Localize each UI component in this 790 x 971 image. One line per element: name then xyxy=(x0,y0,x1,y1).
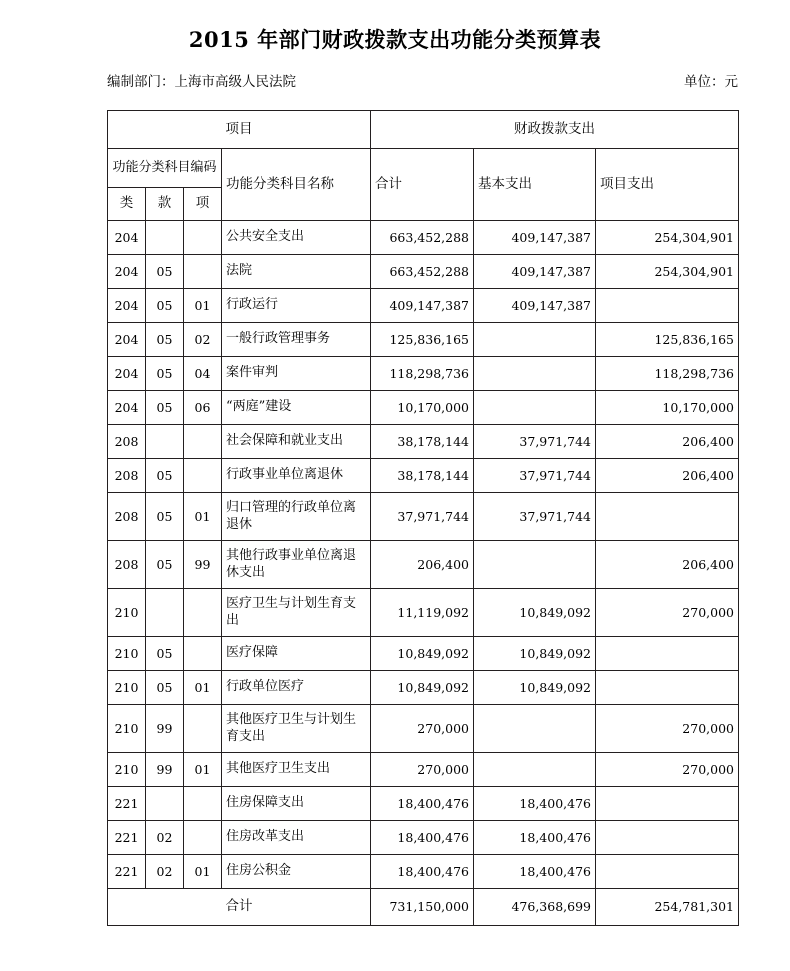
cell-code-kuan: 02 xyxy=(146,821,184,855)
cell-code-xiang xyxy=(184,637,222,671)
cell-subject-name: “两庭”建设 xyxy=(222,391,371,425)
table-row xyxy=(108,255,739,289)
cell-subject-name: 住房公积金 xyxy=(222,855,371,889)
cell-code-kuan: 99 xyxy=(146,705,184,753)
cell-basic-expenditure: 18,400,476 xyxy=(474,855,596,889)
cell-basic-expenditure: 409,147,387 xyxy=(474,221,596,255)
cell-total: 37,971,744 xyxy=(371,493,474,541)
cell-code-lei: 210 xyxy=(108,589,146,637)
cell-subject-name: 住房改革支出 xyxy=(222,821,371,855)
cell-subject-name: 医疗卫生与计划生育支出 xyxy=(222,589,371,637)
cell-code-xiang: 01 xyxy=(184,289,222,323)
table-row xyxy=(108,787,739,821)
cell-basic-expenditure: 10,849,092 xyxy=(474,589,596,637)
table-row xyxy=(108,821,739,855)
cell-basic-expenditure: 10,849,092 xyxy=(474,637,596,671)
table-row xyxy=(108,357,739,391)
cell-project-expenditure: 206,400 xyxy=(596,425,739,459)
cell-code-lei: 210 xyxy=(108,753,146,787)
cell-code-xiang: 02 xyxy=(184,323,222,357)
table-row xyxy=(108,493,739,541)
header-row-group xyxy=(108,111,739,149)
cell-code-xiang xyxy=(184,425,222,459)
table-head xyxy=(108,111,739,221)
table-row xyxy=(108,705,739,753)
cell-subject-name: 案件审判 xyxy=(222,357,371,391)
cell-project-expenditure xyxy=(596,787,739,821)
cell-code-lei: 221 xyxy=(108,787,146,821)
header-basic-expenditure: 基本支出 xyxy=(474,149,596,221)
cell-subject-name: 社会保障和就业支出 xyxy=(222,425,371,459)
cell-code-xiang: 01 xyxy=(184,753,222,787)
cell-code-lei: 208 xyxy=(108,493,146,541)
cell-total: 18,400,476 xyxy=(371,821,474,855)
cell-code-kuan: 05 xyxy=(146,357,184,391)
table-row xyxy=(108,289,739,323)
total-value: 731,150,000 xyxy=(371,889,474,926)
cell-project-expenditure: 206,400 xyxy=(596,459,739,493)
cell-code-kuan: 05 xyxy=(146,391,184,425)
cell-code-xiang: 99 xyxy=(184,541,222,589)
table-row xyxy=(108,855,739,889)
total-basic-value: 476,368,699 xyxy=(474,889,596,926)
cell-code-xiang xyxy=(184,255,222,289)
table-body xyxy=(108,221,739,926)
cell-project-expenditure: 10,170,000 xyxy=(596,391,739,425)
table-row xyxy=(108,425,739,459)
cell-subject-name: 医疗保障 xyxy=(222,637,371,671)
cell-code-lei: 210 xyxy=(108,705,146,753)
cell-total: 38,178,144 xyxy=(371,459,474,493)
cell-total: 10,849,092 xyxy=(371,671,474,705)
cell-total: 18,400,476 xyxy=(371,787,474,821)
cell-code-kuan: 05 xyxy=(146,289,184,323)
cell-basic-expenditure xyxy=(474,541,596,589)
cell-project-expenditure: 270,000 xyxy=(596,753,739,787)
cell-subject-name: 行政单位医疗 xyxy=(222,671,371,705)
cell-project-expenditure: 270,000 xyxy=(596,589,739,637)
cell-code-kuan xyxy=(146,589,184,637)
cell-project-expenditure xyxy=(596,821,739,855)
header-code-lei: 类 xyxy=(108,188,146,221)
cell-code-xiang: 06 xyxy=(184,391,222,425)
cell-project-expenditure xyxy=(596,671,739,705)
cell-basic-expenditure xyxy=(474,357,596,391)
header-total: 合计 xyxy=(371,149,474,221)
table-row xyxy=(108,221,739,255)
header-group-item: 项目 xyxy=(108,111,371,149)
cell-total: 206,400 xyxy=(371,541,474,589)
cell-code-kuan: 05 xyxy=(146,637,184,671)
table-row xyxy=(108,671,739,705)
table-row xyxy=(108,323,739,357)
page-title: 2015 年部门财政拨款支出功能分类预算表 xyxy=(188,27,602,52)
cell-total: 270,000 xyxy=(371,705,474,753)
cell-basic-expenditure: 409,147,387 xyxy=(474,289,596,323)
cell-project-expenditure xyxy=(596,637,739,671)
cell-total: 38,178,144 xyxy=(371,425,474,459)
cell-project-expenditure: 118,298,736 xyxy=(596,357,739,391)
cell-subject-name: 法院 xyxy=(222,255,371,289)
cell-code-xiang: 01 xyxy=(184,671,222,705)
total-label: 合计 xyxy=(108,889,371,926)
cell-code-xiang xyxy=(184,221,222,255)
cell-code-kuan: 99 xyxy=(146,753,184,787)
cell-code-lei: 204 xyxy=(108,323,146,357)
header-code-title: 功能分类科目编码 xyxy=(108,149,222,188)
cell-code-xiang: 01 xyxy=(184,855,222,889)
cell-code-lei: 204 xyxy=(108,391,146,425)
table-row xyxy=(108,459,739,493)
cell-project-expenditure xyxy=(596,493,739,541)
cell-basic-expenditure: 37,971,744 xyxy=(474,493,596,541)
cell-subject-name: 行政事业单位离退休 xyxy=(222,459,371,493)
cell-code-lei: 204 xyxy=(108,289,146,323)
cell-project-expenditure: 254,304,901 xyxy=(596,255,739,289)
cell-basic-expenditure: 37,971,744 xyxy=(474,459,596,493)
cell-code-kuan xyxy=(146,425,184,459)
cell-code-kuan: 05 xyxy=(146,459,184,493)
cell-code-lei: 204 xyxy=(108,221,146,255)
cell-subject-name: 归口管理的行政单位离退休 xyxy=(222,493,371,541)
cell-basic-expenditure xyxy=(474,753,596,787)
budget-table xyxy=(107,110,739,926)
cell-subject-name: 行政运行 xyxy=(222,289,371,323)
cell-basic-expenditure xyxy=(474,323,596,357)
table-total-row xyxy=(108,889,739,926)
department-label: 编制部门：上海市高级人民法院 xyxy=(107,74,296,90)
cell-code-lei: 210 xyxy=(108,671,146,705)
cell-code-kuan: 05 xyxy=(146,671,184,705)
cell-subject-name: 一般行政管理事务 xyxy=(222,323,371,357)
cell-project-expenditure: 254,304,901 xyxy=(596,221,739,255)
table-row xyxy=(108,589,739,637)
cell-total: 18,400,476 xyxy=(371,855,474,889)
cell-code-kuan: 05 xyxy=(146,541,184,589)
cell-code-xiang: 01 xyxy=(184,493,222,541)
cell-code-xiang xyxy=(184,459,222,493)
cell-total: 409,147,387 xyxy=(371,289,474,323)
cell-basic-expenditure: 18,400,476 xyxy=(474,787,596,821)
cell-code-xiang xyxy=(184,821,222,855)
cell-code-lei: 204 xyxy=(108,255,146,289)
cell-code-kuan xyxy=(146,787,184,821)
cell-basic-expenditure: 18,400,476 xyxy=(474,821,596,855)
cell-code-xiang xyxy=(184,705,222,753)
cell-subject-name: 其他医疗卫生支出 xyxy=(222,753,371,787)
cell-code-xiang: 04 xyxy=(184,357,222,391)
cell-project-expenditure: 270,000 xyxy=(596,705,739,753)
cell-total: 10,849,092 xyxy=(371,637,474,671)
cell-project-expenditure xyxy=(596,289,739,323)
cell-basic-expenditure xyxy=(474,391,596,425)
cell-basic-expenditure: 37,971,744 xyxy=(474,425,596,459)
unit-label: 单位：元 xyxy=(684,74,738,90)
cell-total: 118,298,736 xyxy=(371,357,474,391)
header-group-expenditure: 财政拨款支出 xyxy=(371,111,739,149)
cell-total: 11,119,092 xyxy=(371,589,474,637)
cell-subject-name: 其他行政事业单位离退休支出 xyxy=(222,541,371,589)
cell-basic-expenditure: 409,147,387 xyxy=(474,255,596,289)
cell-code-kuan: 05 xyxy=(146,323,184,357)
header-code-xiang: 项 xyxy=(184,188,222,221)
cell-project-expenditure: 125,836,165 xyxy=(596,323,739,357)
cell-code-xiang xyxy=(184,787,222,821)
header-project-expenditure: 项目支出 xyxy=(596,149,739,221)
cell-total: 663,452,288 xyxy=(371,221,474,255)
cell-code-kuan: 05 xyxy=(146,493,184,541)
total-project-value: 254,781,301 xyxy=(596,889,739,926)
cell-subject-name: 公共安全支出 xyxy=(222,221,371,255)
header-subject-name: 功能分类科目名称 xyxy=(222,149,371,221)
cell-project-expenditure: 206,400 xyxy=(596,541,739,589)
cell-code-lei: 204 xyxy=(108,357,146,391)
cell-code-lei: 221 xyxy=(108,821,146,855)
cell-code-lei: 221 xyxy=(108,855,146,889)
table-row xyxy=(108,637,739,671)
cell-code-kuan: 05 xyxy=(146,255,184,289)
cell-basic-expenditure: 10,849,092 xyxy=(474,671,596,705)
cell-total: 270,000 xyxy=(371,753,474,787)
cell-code-kuan: 02 xyxy=(146,855,184,889)
cell-project-expenditure xyxy=(596,855,739,889)
subheader xyxy=(107,70,738,90)
cell-subject-name: 住房保障支出 xyxy=(222,787,371,821)
table-row xyxy=(108,391,739,425)
cell-subject-name: 其他医疗卫生与计划生育支出 xyxy=(222,705,371,753)
cell-total: 125,836,165 xyxy=(371,323,474,357)
budget-table-container xyxy=(107,110,738,926)
cell-code-lei: 208 xyxy=(108,541,146,589)
cell-basic-expenditure xyxy=(474,705,596,753)
cell-total: 10,170,000 xyxy=(371,391,474,425)
cell-code-kuan xyxy=(146,221,184,255)
cell-code-lei: 208 xyxy=(108,459,146,493)
cell-total: 663,452,288 xyxy=(371,255,474,289)
cell-code-xiang xyxy=(184,589,222,637)
table-row xyxy=(108,541,739,589)
header-row-code-title xyxy=(108,149,739,188)
table-row xyxy=(108,753,739,787)
cell-code-lei: 210 xyxy=(108,637,146,671)
header-code-kuan: 款 xyxy=(146,188,184,221)
cell-code-lei: 208 xyxy=(108,425,146,459)
